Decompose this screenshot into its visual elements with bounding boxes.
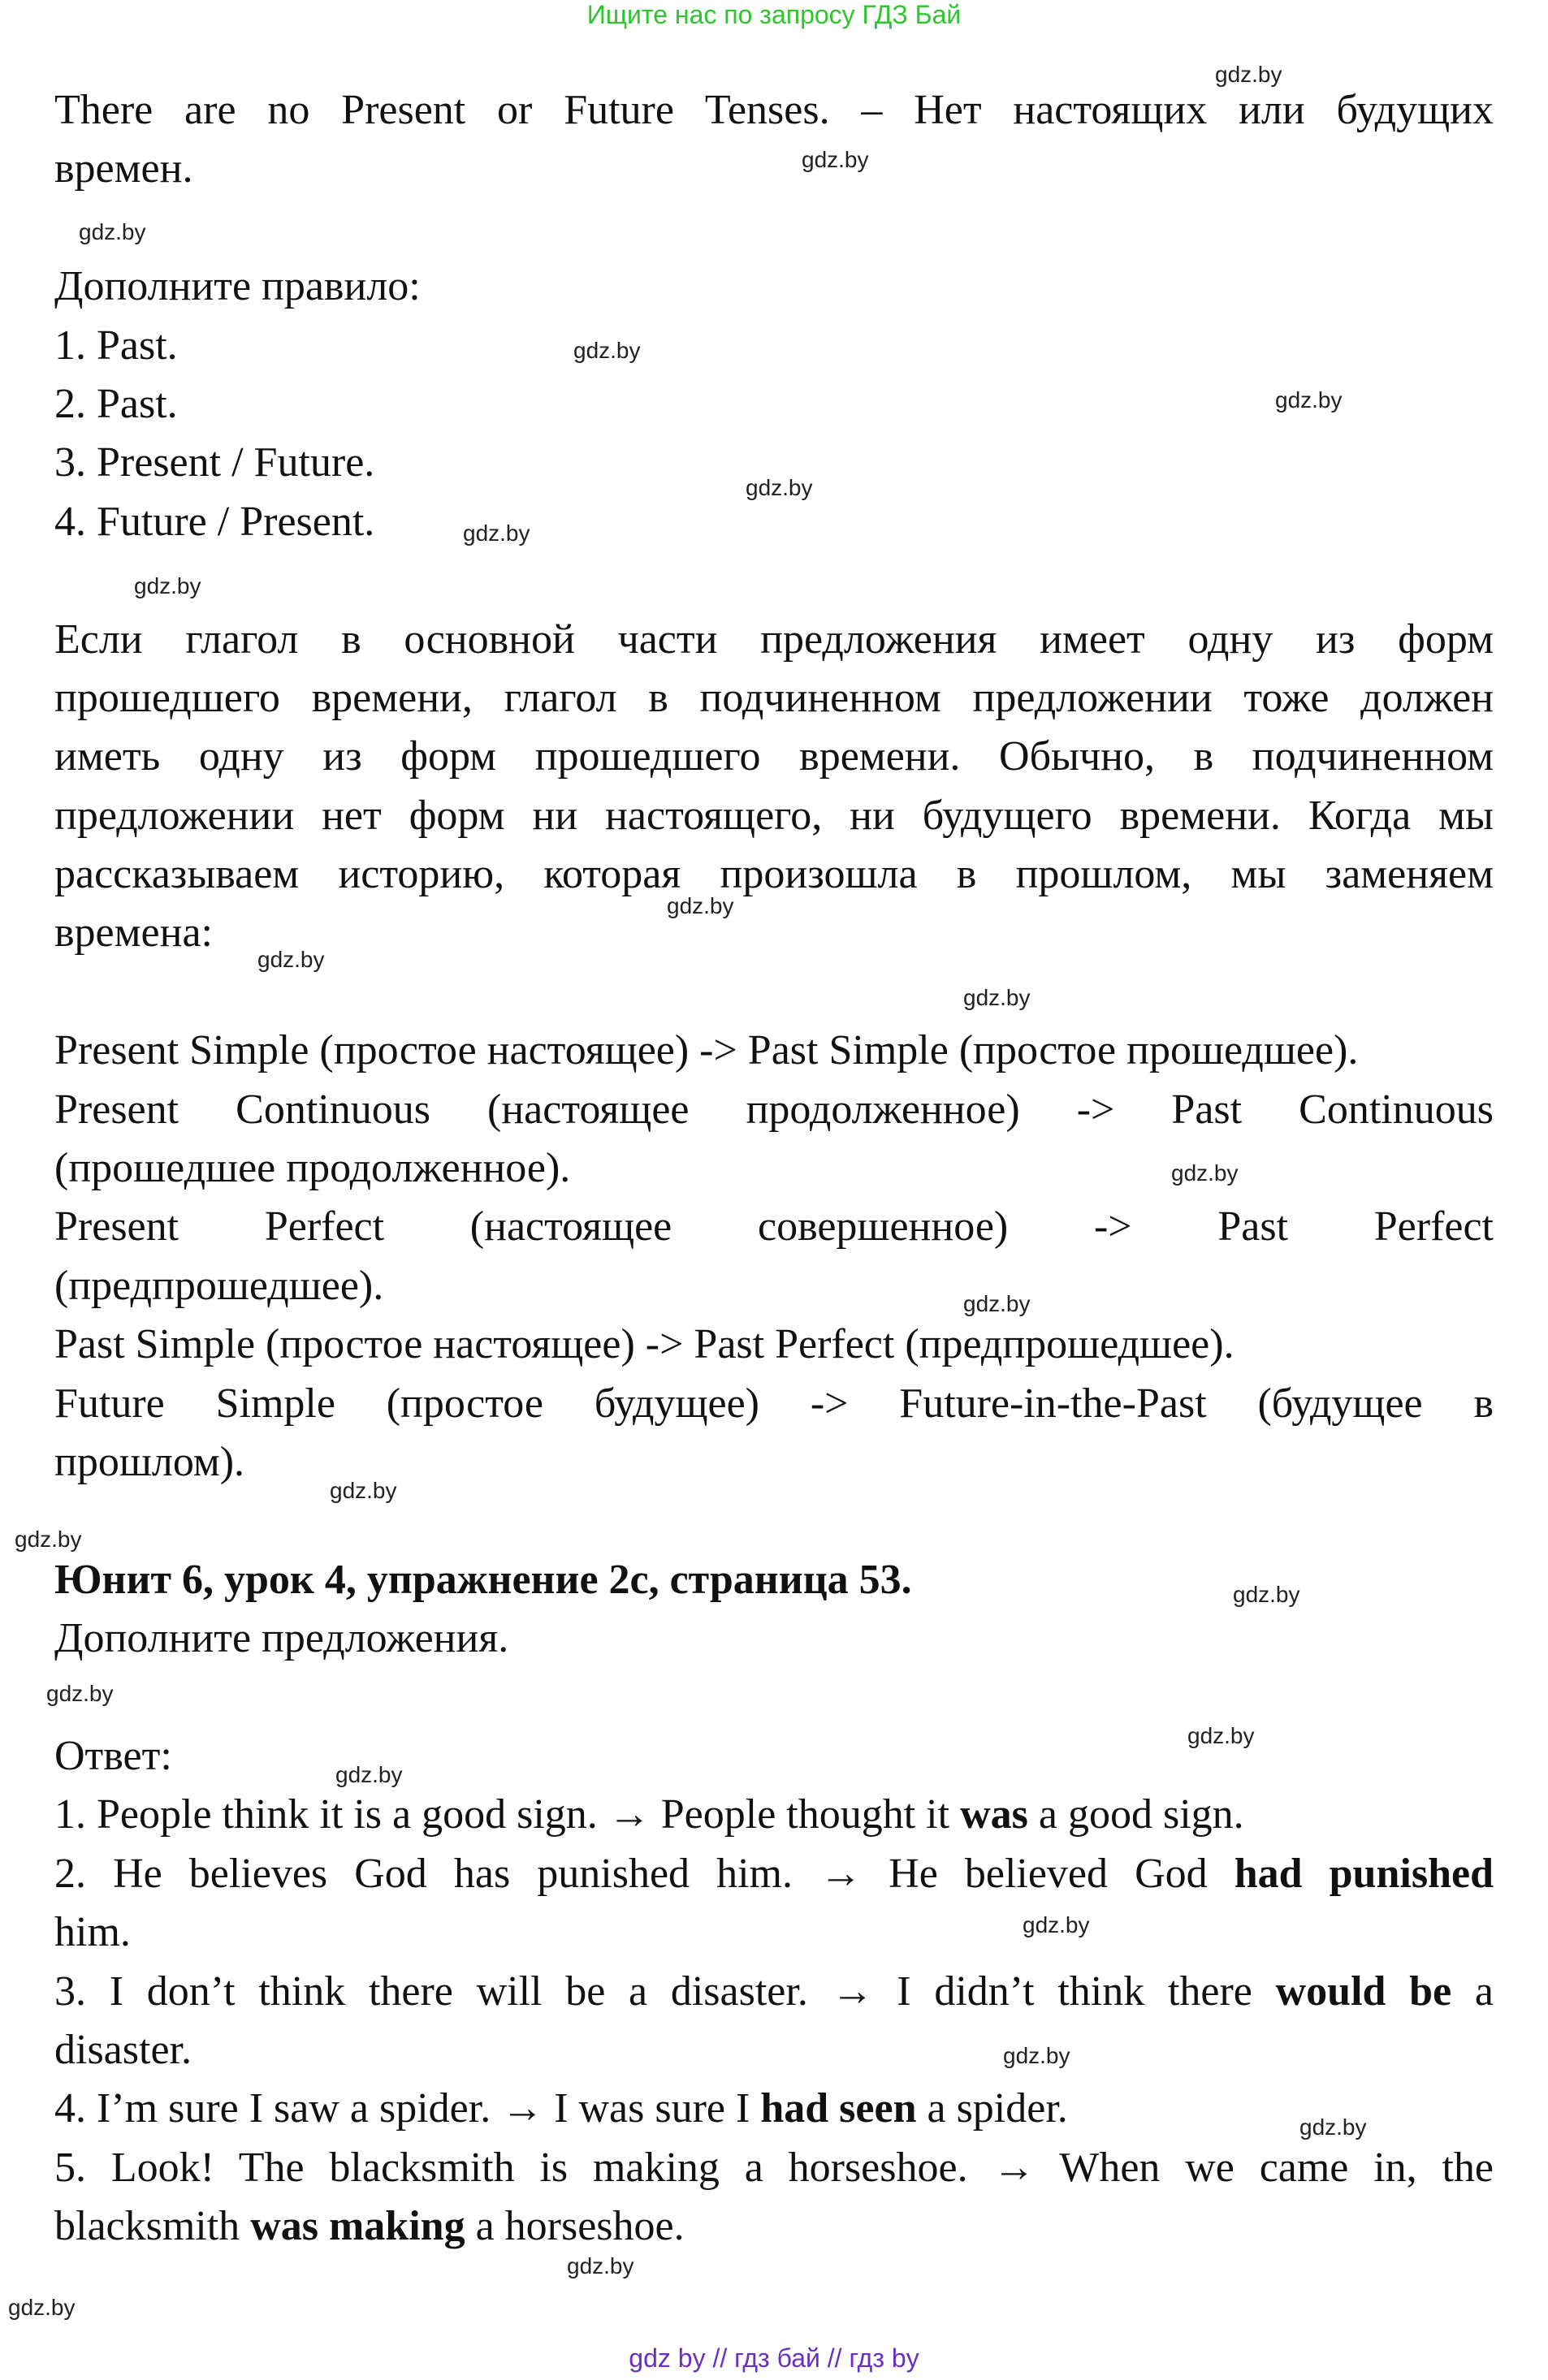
footer-links[interactable]: gdz by // гдз бай // гдз by [629,2343,919,2373]
watermark: gdz.by [335,1762,403,1787]
watermark: gdz.by [1023,1912,1090,1937]
watermark: gdz.by [1171,1160,1239,1186]
tense-change-line: (прошедшее продолженное). [54,1145,571,1192]
explanation-line: Если глагол в основной части предложения имеет одну из форм [54,616,1494,663]
answer-sentence-1: 1. People think it is a good sign. → People thought it was a good sign. [54,1791,1244,1838]
watermark: gdz.by [1215,62,1282,87]
answer-sentence-5: 5. Look! The blacksmith is making a horseshoe. → When we came in, the [54,2144,1494,2191]
explanation-line: прошедшего времени, глагол в подчиненном предложении тоже должен [54,674,1494,721]
watermark: gdz.by [1003,2043,1070,2068]
tense-change-line: Present Continuous (настоящее продолженное) -> Past Continuous [54,1086,1494,1133]
header-search-link[interactable]: Ищите нас по запросу ГДЗ Бай [586,0,962,29]
explanation-line: предложении нет форм ни настоящего, ни будущего времени. Когда мы [54,792,1494,839]
tense-change-line: (предпрошедшее). [54,1262,384,1309]
watermark: gdz.by [573,338,641,363]
tense-change-line: Present Perfect (настоящее совершенное) -> Past Perfect [54,1203,1494,1250]
rule-item: 1. Past. [54,322,178,369]
watermark: gdz.by [257,947,325,972]
watermark: gdz.by [746,475,813,500]
tense-change-line: Future Simple (простое будущее) -> Future-in-the-Past (будущее в [54,1380,1494,1427]
watermark: gdz.by [802,147,869,172]
watermark: gdz.by [46,1681,114,1706]
rule-item: 3. Present / Future. [54,439,375,486]
intro-line-1: There are no Present or Future Tenses. – Нет настоящих или будущих [54,87,1494,133]
answer-sentence-3: 3. I don’t think there will be a disaster. → I didn’t think there would be a [54,1967,1494,2015]
watermark: gdz.by [134,573,201,598]
watermark: gdz.by [963,1291,1031,1316]
watermark: gdz.by [79,219,146,244]
watermark: gdz.by [963,985,1031,1010]
tense-change-line: Past Simple (простое настоящее) -> Past Perfect (предпрошедшее). [54,1321,1235,1368]
rule-heading: Дополните правило: [54,263,421,310]
rule-item: 2. Past. [54,380,178,427]
watermark: gdz.by [330,1478,397,1503]
explanation-line: времена: [54,909,213,957]
answer-sentence-3-cont: disaster. [54,2026,192,2073]
exercise-instruction: Дополните предложения. [54,1615,509,1662]
answer-label: Ответ: [54,1732,172,1779]
watermark: gdz.by [15,1527,82,1552]
tense-change-line: прошлом). [54,1438,245,1485]
answer-sentence-2-cont: him. [54,1909,131,1956]
watermark: gdz.by [463,520,530,546]
rule-item: 4. Future / Present. [54,498,375,545]
explanation-line: рассказываем историю, которая произошла в прошлом, мы заменяем [54,851,1494,898]
intro-line-2: времен. [54,145,193,192]
watermark: gdz.by [1275,387,1343,413]
answer-sentence-4: 4. I’m sure I saw a spider. → I was sure I had seen a spider. [54,2085,1068,2132]
watermark: gdz.by [8,2295,76,2320]
exercise-title: Юнит 6, урок 4, упражнение 2с, страница 53. [54,1556,912,1603]
watermark: gdz.by [667,893,734,918]
watermark: gdz.by [1233,1582,1300,1607]
watermark: gdz.by [1299,2114,1367,2140]
explanation-line: иметь одну из форм прошедшего времени. Обычно, в подчиненном [54,733,1494,780]
watermark: gdz.by [1187,1723,1255,1748]
tense-change-line: Present Simple (простое настоящее) -> Past Simple (простое прошедшее). [54,1027,1359,1074]
answer-sentence-2: 2. He believes God has punished him. → He believed God had punished [54,1850,1494,1897]
watermark: gdz.by [567,2253,634,2278]
answer-sentence-5-cont: blacksmith was making a horseshoe. [54,2203,685,2250]
